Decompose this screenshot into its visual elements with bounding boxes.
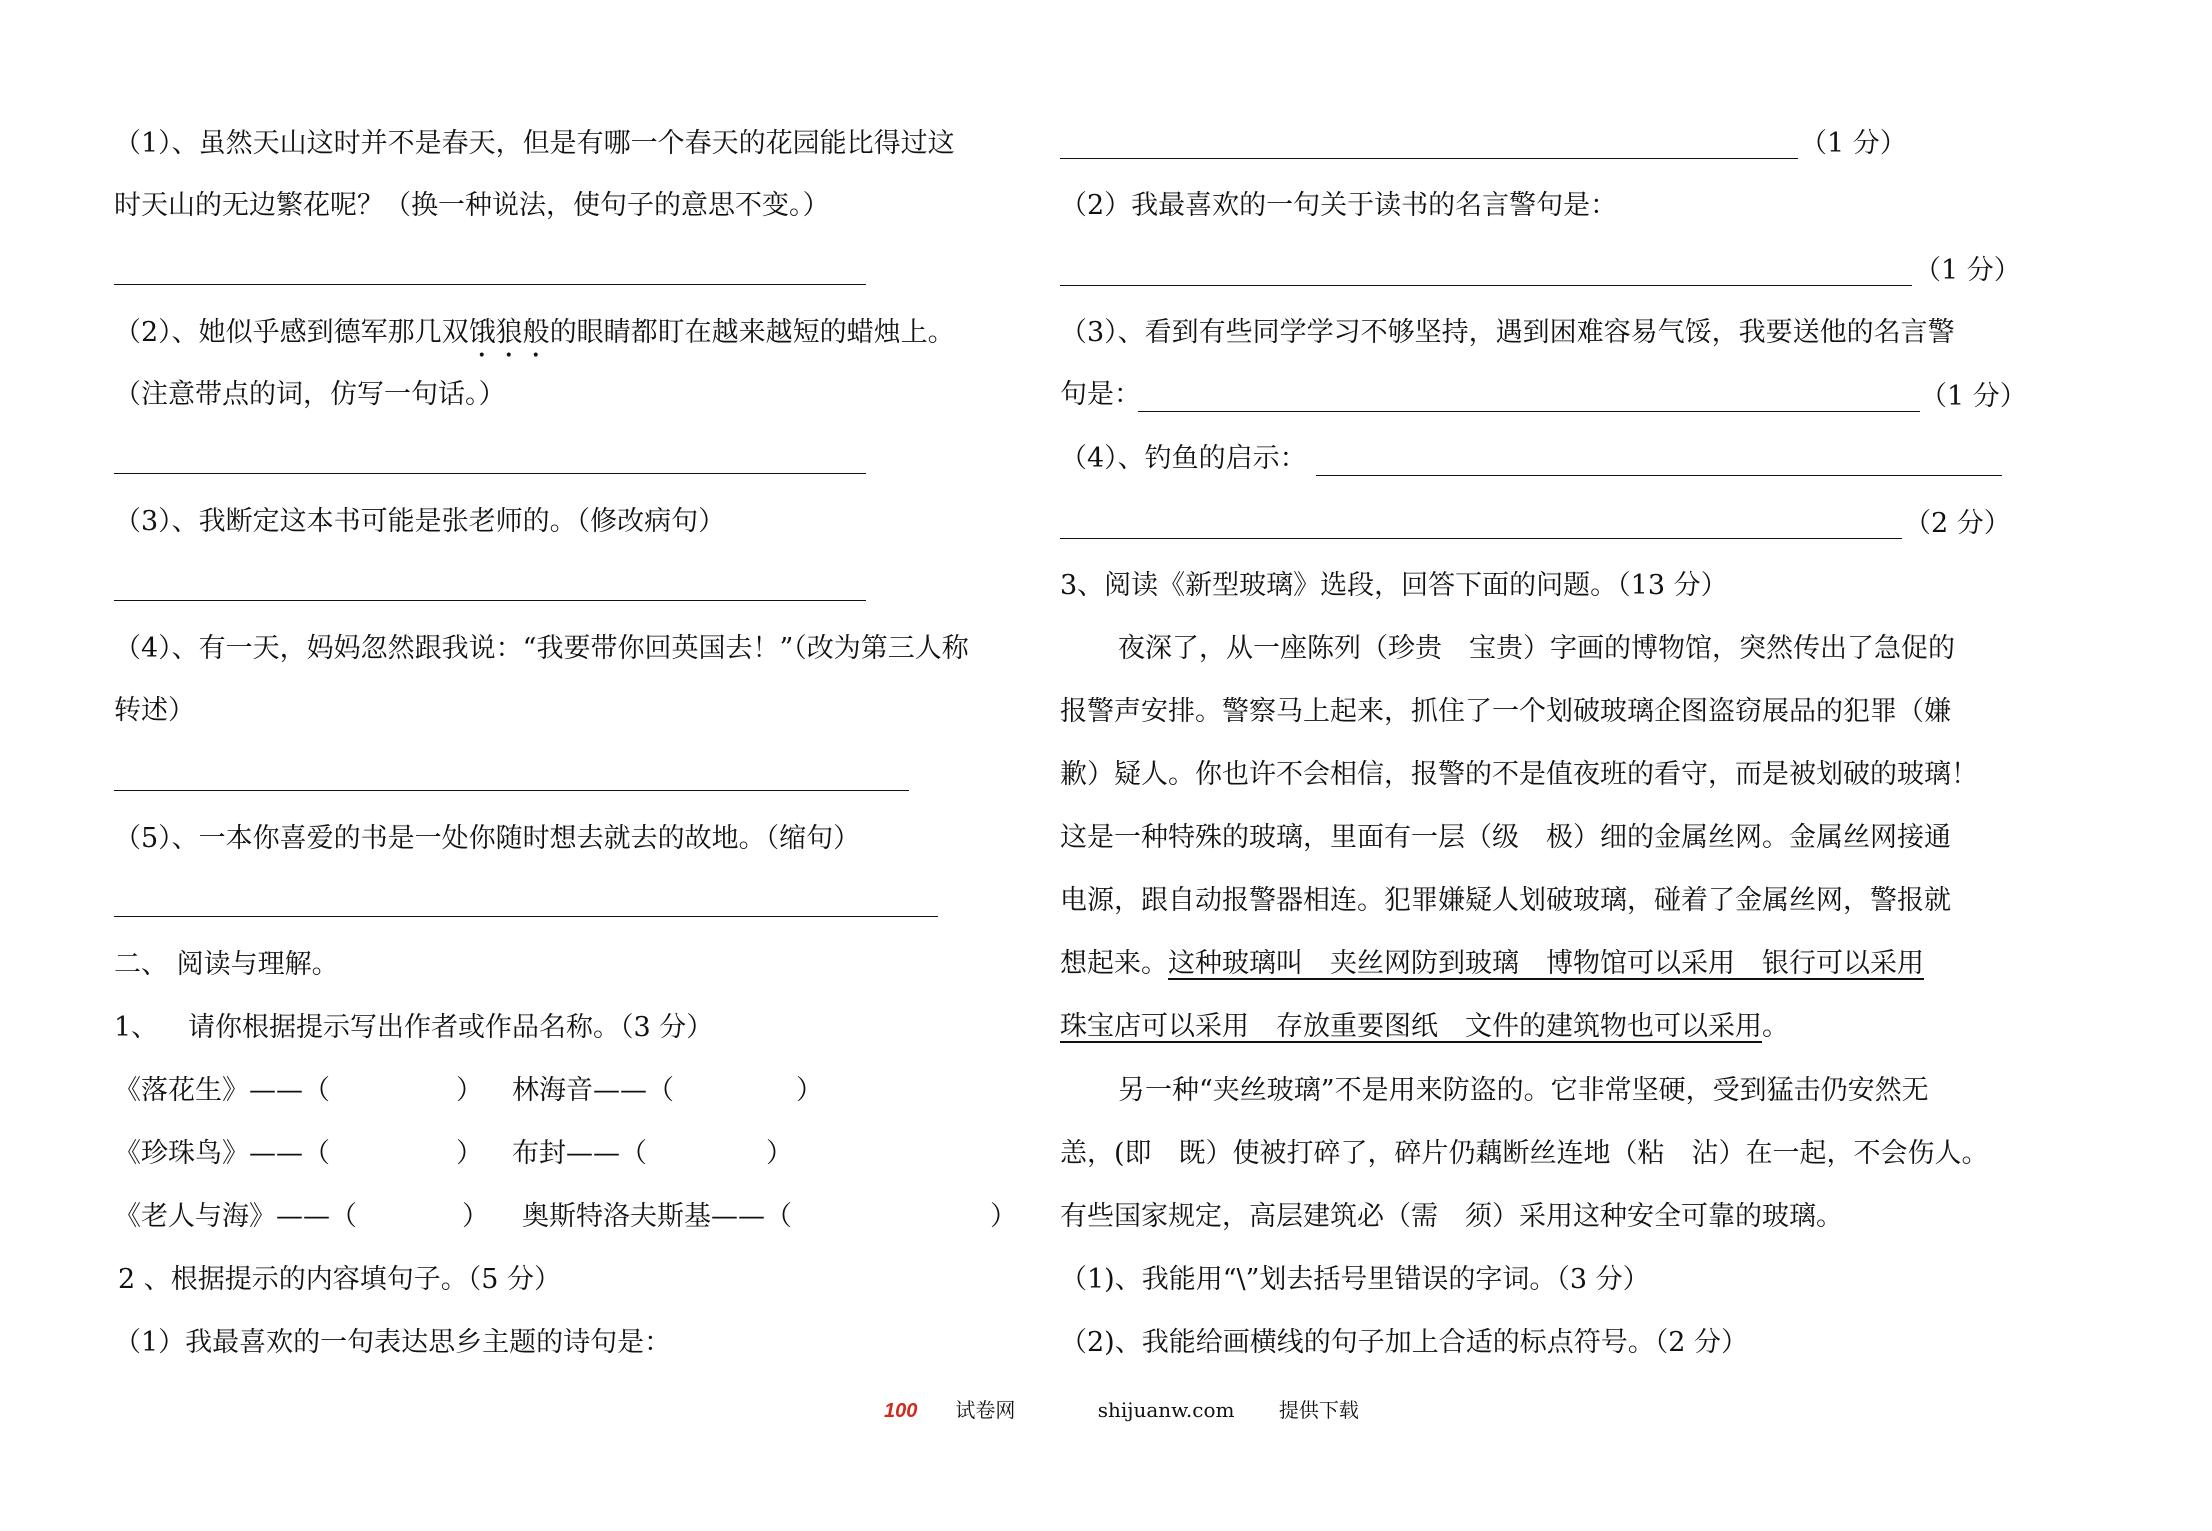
passage-p1-line6 (1060, 946, 1924, 982)
q2-line2: （注意带点的词，仿写一句话。） (114, 379, 506, 410)
s3-heading: 3、阅读《新型玻璃》选段，回答下面的问题。（13 分） (1060, 570, 1728, 601)
footer (884, 1397, 1397, 1424)
match-row2-b: ） (456, 1138, 483, 1169)
s2-q4-answer-line-2[interactable] (1060, 538, 1902, 539)
match-row3-a: 《老人与海》——（ (114, 1201, 357, 1232)
match-row2-a: 《珍珠鸟》——（ (114, 1138, 330, 1169)
underlined-sentence-part1: 这种玻璃叫 夹丝网防到玻璃 博物馆可以采用 银行可以采用 (1168, 948, 1924, 979)
s2-q3-line2: 句是： (1060, 379, 1141, 410)
passage-p1-line6-pre: 想起来。 (1060, 948, 1168, 979)
passage-p1-line4: 这是一种特殊的玻璃，里面有一层（级 极）细的金属丝网。金属丝网接通 (1060, 822, 1951, 853)
logo-text: 试卷网 (955, 1398, 1016, 1422)
match-row1-d: ） (796, 1075, 823, 1106)
match-row1-a: 《落花生》——（ (114, 1075, 330, 1106)
passage-p1-line7 (1060, 1009, 1789, 1045)
s3-subquestion-2: （2)、我能给画横线的句子加上合适的标点符号。（2 分） (1060, 1327, 1748, 1358)
q2-post: 的眼睛都盯在越来越短的蜡烛上。 (549, 317, 955, 348)
s2-q3-answer-line[interactable] (1138, 411, 1920, 412)
passage-p1-line2: 报警声安排。警察马上起来，抓住了一个划破玻璃企图盗窃展品的犯罪（嫌 (1060, 696, 1951, 727)
match-row2-d: ） (766, 1138, 793, 1169)
score-3: （1 分） (1920, 381, 2027, 412)
passage-p1-line1: 夜深了，从一座陈列（珍贵 宝贵）字画的博物馆，突然传出了急促的 (1118, 633, 1955, 664)
q1-line2: 时天山的无边繁花呢？（换一种说法，使句子的意思不变。） (114, 190, 830, 221)
logo-number: 100 (884, 1400, 918, 1422)
s1-number: 1、 (114, 1012, 159, 1043)
q4-line2: 转述） (114, 695, 195, 726)
section-2-heading: 二、 阅读与理解。 (114, 949, 339, 980)
q5-text: （5）、一本你喜爱的书是一处你随时想去就去的故地。（缩句） (114, 823, 861, 854)
footer-note: 提供下载 (1278, 1398, 1359, 1422)
s2-q4-answer-line-1[interactable] (1316, 475, 2002, 476)
score-4: （2 分） (1904, 508, 2011, 539)
s3-subquestion-1: （1)、我能用“\”划去括号里错误的字词。（3 分） (1060, 1264, 1650, 1295)
s2-heading: 2 、根据提示的内容填句子。（5 分） (118, 1264, 562, 1295)
passage-p2-line2: 恙，(即 既）使被打碎了，碎片仍藕断丝连地（粘 沾）在一起，不会伤人。 (1060, 1138, 1989, 1169)
q1-answer-line[interactable] (114, 284, 866, 285)
match-row1-c: 林海音——（ (512, 1075, 674, 1106)
passage-p2-line1: 另一种“夹丝玻璃”不是用来防盗的。它非常坚硬，受到猛击仍安然无 (1118, 1075, 1929, 1106)
match-row3-b: ） (462, 1201, 489, 1232)
passage-p1-line5: 电源，跟自动报警器相连。犯罪嫌疑人划破玻璃，碰着了金属丝网，警报就 (1060, 885, 1951, 916)
passage-p1-line3: 歉）疑人。你也许不会相信，报警的不是值夜班的看守，而是被划破的玻璃！ (1060, 759, 1978, 790)
score-1: （1 分） (1800, 128, 1907, 159)
s1-instruction: 请你根据提示写出作者或作品名称。（3 分） (188, 1012, 714, 1043)
q4-line1: （4）、有一天，妈妈忽然跟我说：“我要带你回英国去！”（改为第三人称 (114, 633, 969, 664)
footer-site-link[interactable]: shijuanw.com (1097, 1398, 1235, 1422)
q4-answer-line[interactable] (114, 790, 909, 791)
q2-answer-line[interactable] (114, 473, 866, 474)
q1-line1: （1）、虽然天山这时并不是春天，但是有哪一个春天的花园能比得过这 (114, 128, 955, 159)
match-row2-c: 布封——（ (512, 1138, 647, 1169)
s2-q4: （4）、钓鱼的启示： (1060, 443, 1307, 474)
q2-pre: （2）、她似乎感到德军那几双 (114, 317, 469, 348)
match-row1-b: ） (456, 1075, 483, 1106)
footer-logo (884, 1398, 1053, 1422)
match-row3-d: ） (990, 1201, 1017, 1232)
q2-line1 (114, 315, 955, 364)
match-row3-c: 奥斯特洛夫斯基——（ (522, 1201, 792, 1232)
s2-q1: （1）我最喜欢的一句表达思乡主题的诗句是： (114, 1327, 672, 1358)
q2-dotted-words: 饿狼般 (468, 317, 550, 348)
underlined-sentence-part2: 珠宝店可以采用 存放重要图纸 文件的建筑物也可以采用 (1060, 1011, 1762, 1042)
score-2: （1 分） (1914, 255, 2021, 286)
passage-p1-line7-post: 。 (1762, 1011, 1789, 1042)
q3-text: （3）、我断定这本书可能是张老师的。（修改病句） (114, 506, 726, 537)
s2-q3-line1: （3）、看到有些同学学习不够坚持，遇到困难容易气馁，我要送他的名言警 (1060, 317, 1955, 348)
passage-p2-line3: 有些国家规定，高层建筑必（需 须）采用这种安全可靠的玻璃。 (1060, 1201, 1843, 1232)
q5-answer-line[interactable] (114, 916, 938, 917)
s2-q2: （2）我最喜欢的一句关于读书的名言警句是： (1060, 190, 1618, 221)
s2-q2-answer-line[interactable] (1060, 285, 1912, 286)
s2-q1-answer-line[interactable] (1060, 158, 1798, 159)
q3-answer-line[interactable] (114, 600, 866, 601)
